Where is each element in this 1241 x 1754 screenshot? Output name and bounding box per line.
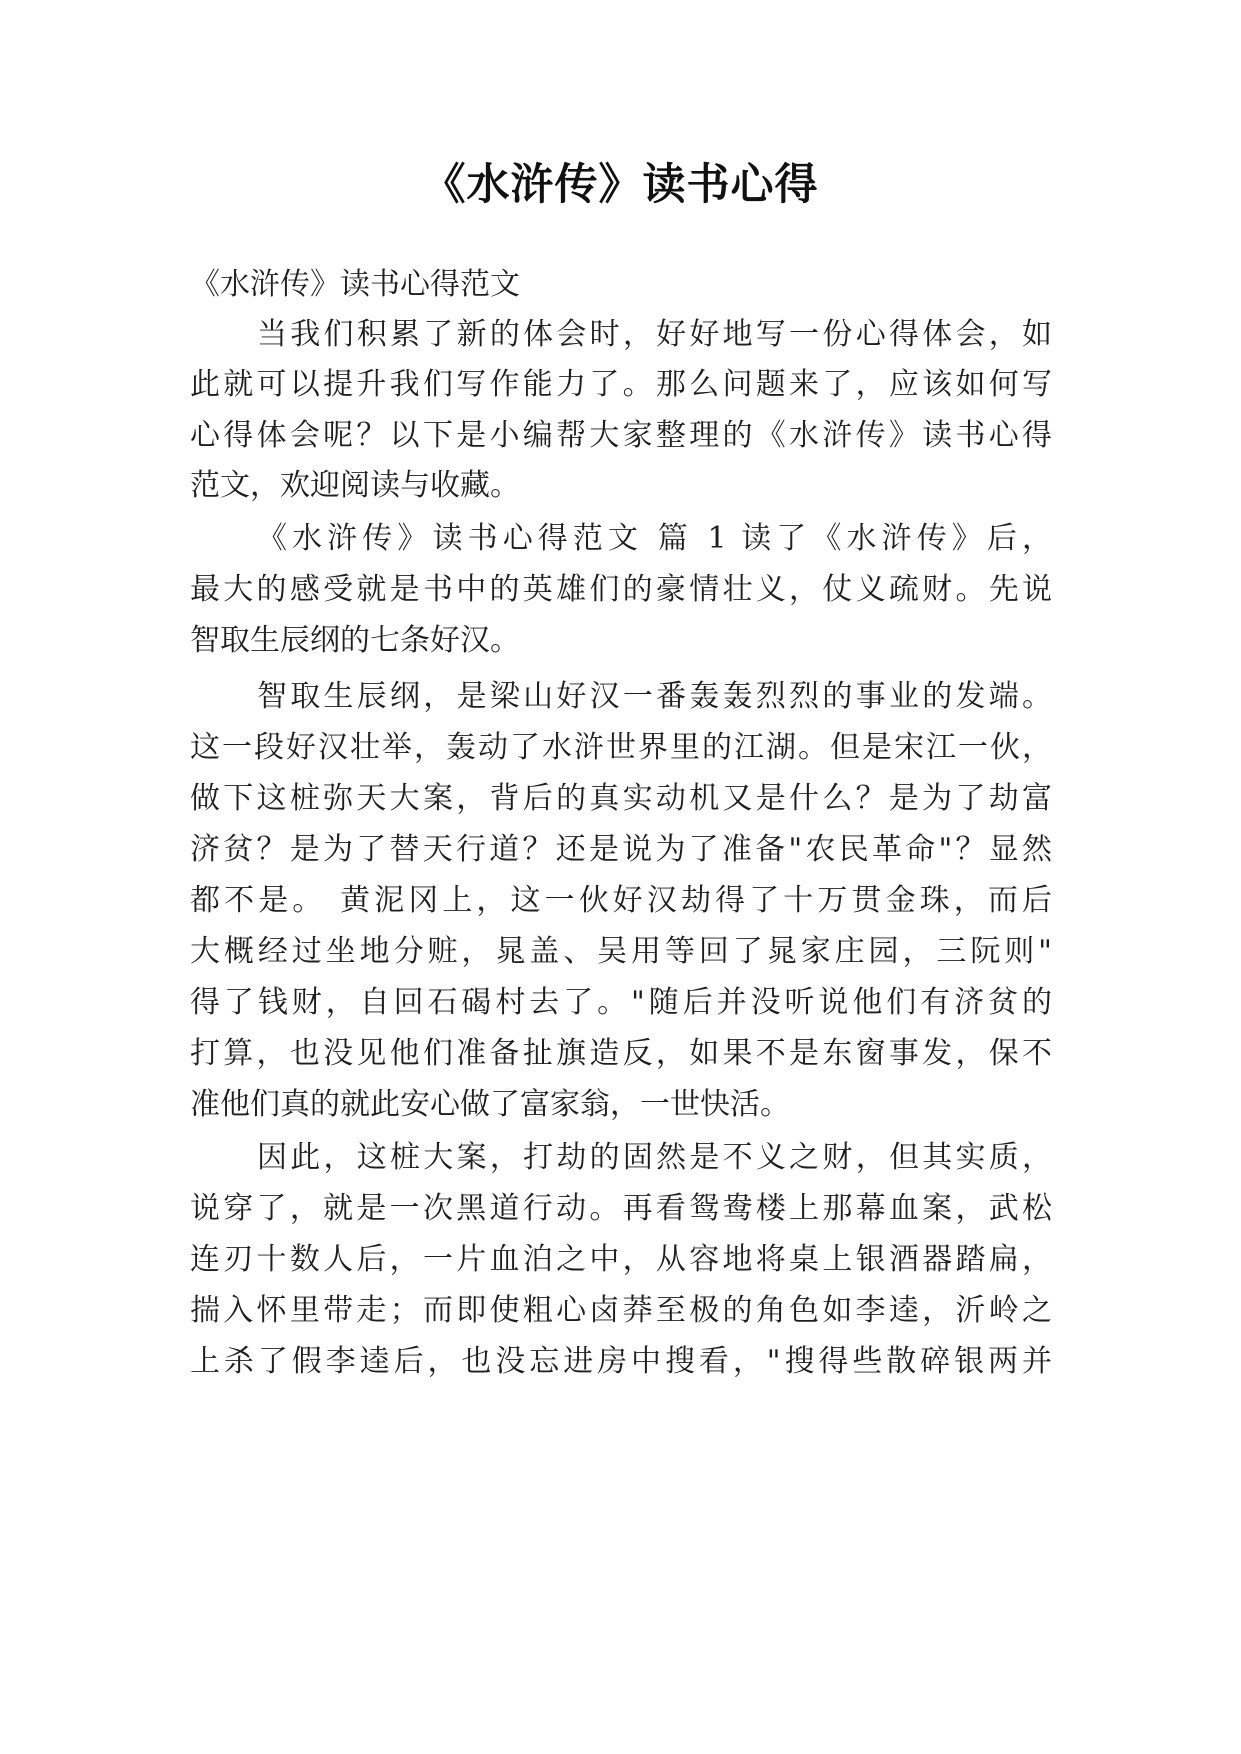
text-line: 因此，这桩大案，打劫的固然是不义之财，但其实质， (257, 1140, 1052, 1175)
text-line: 都不是。 黄泥冈上，这一伙好汉劫得了十万贯金珠，而后 (190, 883, 1052, 918)
text-line: 最大的感受就是书中的英雄们的豪情壮义，仗义疏财。先说 (190, 572, 1052, 607)
text-line: 《水浒传》读书心得范文 篇 1 读了《水浒传》后， (257, 521, 1052, 556)
text-line: 揣入怀里带走；而即使粗心卤莽至极的角色如李逵，沂岭之 (190, 1293, 1052, 1328)
text-line: 说穿了，就是一次黑道行动。再看鸳鸯楼上那幕血案，武松 (190, 1191, 1052, 1226)
text-line: 智取生辰纲，是梁山好汉一番轰轰烈烈的事业的发端。 (257, 679, 1052, 714)
text-line: 这一段好汉壮举，轰动了水浒世界里的江湖。但是宋江一伙， (190, 730, 1052, 765)
text-line: 心得体会呢？以下是小编帮大家整理的《水浒传》读书心得 (190, 418, 1052, 453)
text-line: 范文，欢迎阅读与收藏。 (190, 468, 520, 503)
text-line: 智取生辰纲的七条好汉。 (190, 623, 520, 658)
text-line: 准他们真的就此安心做了富家翁，一世快活。 (190, 1087, 790, 1122)
text-line: 打算，也没见他们准备扯旗造反，如果不是东窗事发，保不 (190, 1036, 1052, 1071)
text-line: 连刃十数人后，一片血泊之中，从容地将桌上银酒器踏扁， (190, 1242, 1052, 1277)
text-line: 得了钱财，自回石碣村去了。"随后并没听说他们有济贫的 (190, 985, 1052, 1020)
text-line: 大概经过坐地分赃，晁盖、吴用等回了晁家庄园，三阮则" (190, 934, 1052, 969)
text-line: 当我们积累了新的体会时，好好地写一份心得体会，如 (257, 317, 1052, 352)
text-line: 做下这桩弥天大案，背后的真实动机又是什么？是为了劫富 (190, 781, 1052, 816)
text-line: 此就可以提升我们写作能力了。那么问题来了，应该如何写 (190, 367, 1052, 402)
text-line: 上杀了假李逵后，也没忘进房中搜看，"搜得些散碎银两并 (190, 1344, 1052, 1379)
text-line: 济贫？是为了替天行道？还是说为了准备"农民革命"？显然 (190, 832, 1052, 867)
text-line: 《水浒传》读书心得范文 (190, 267, 520, 302)
document-title: 《水浒传》读书心得 (422, 160, 819, 210)
